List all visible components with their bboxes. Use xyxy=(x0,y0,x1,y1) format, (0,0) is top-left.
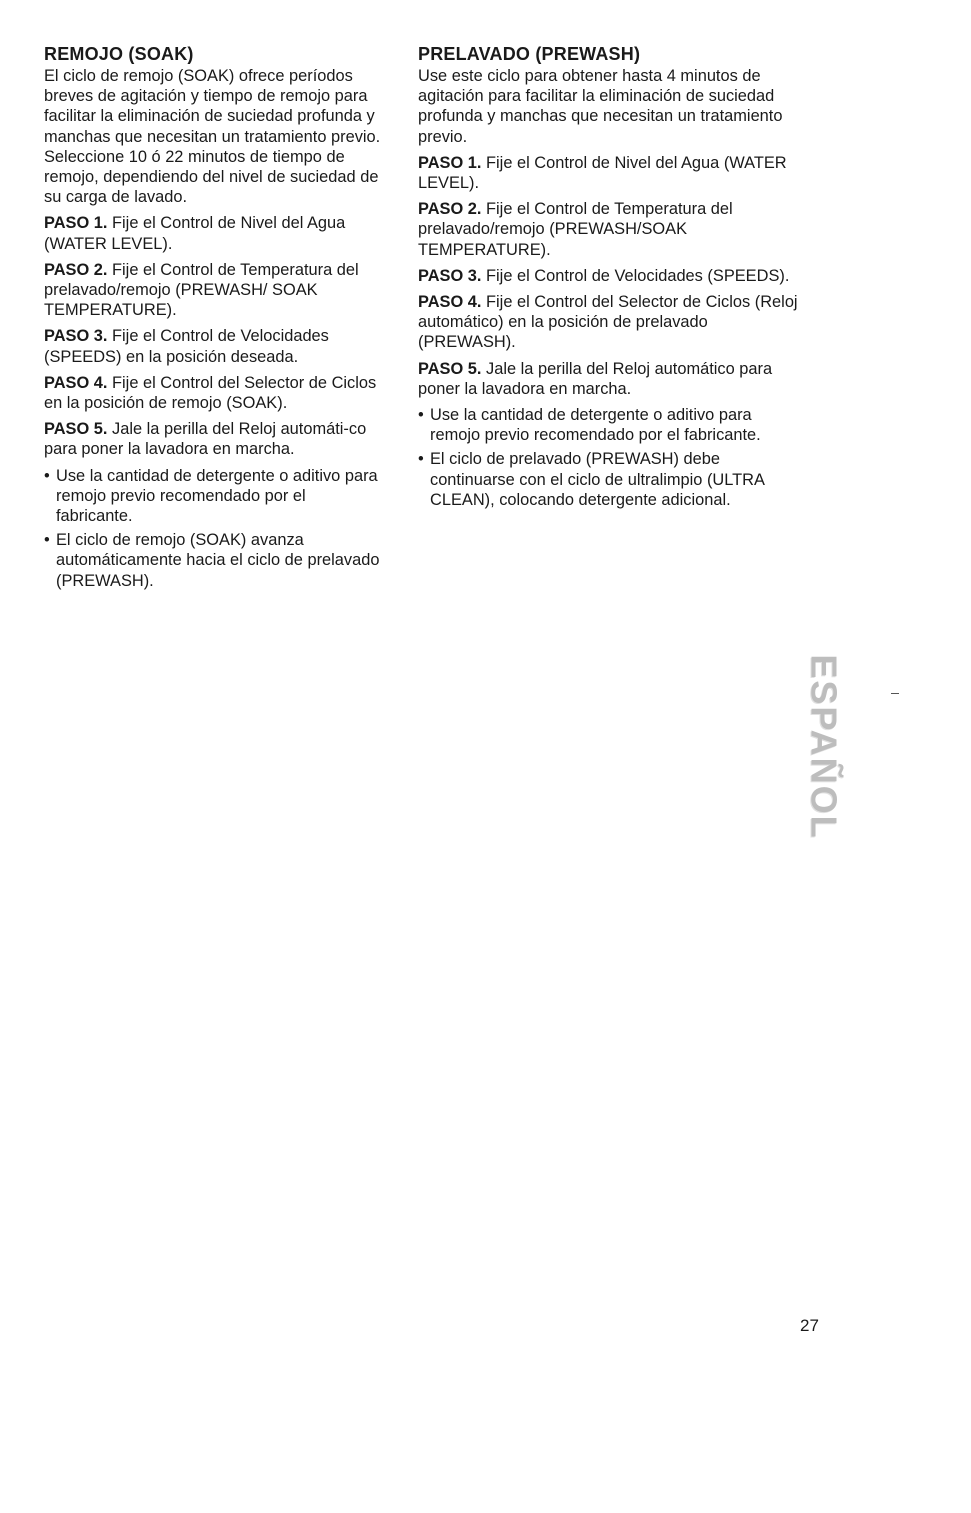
step-text: Jale la perilla del Reloj automático para poner la lavadora en marcha. xyxy=(418,359,773,398)
step-label: PASO 4. xyxy=(418,293,482,312)
bullet-icon: • xyxy=(418,406,424,425)
list-item xyxy=(44,466,384,527)
step-text: Fije el Control de Nivel del Agua (WATER LEVEL). xyxy=(418,153,787,193)
step-text: Fije el Control de Temperatura del prelavado/remojo (PREWASH/SOAK TEMPERATURE). xyxy=(418,200,733,259)
step-text: Fije el Control de Velocidades (SPEEDS). xyxy=(481,266,790,285)
step-text: Fije el Control del Selector de Ciclos (Reloj automático) en la posición de prelavado (PREWASH). xyxy=(418,293,798,352)
language-label: ESPAÑOL xyxy=(804,654,846,840)
soak-notes xyxy=(44,466,384,591)
step-text: Fije el Control del Selector de Ciclos en la posición de remojo (SOAK). xyxy=(44,373,377,413)
list-item xyxy=(418,405,803,445)
soak-title: REMOJO (SOAK) xyxy=(44,44,194,64)
prewash-step-4 xyxy=(418,292,803,353)
note-text: Use la cantidad de detergente o aditivo para remojo previo recomendado por el fabricante. xyxy=(56,466,378,526)
bullet-icon: • xyxy=(44,466,50,485)
note-text: El ciclo de remojo (SOAK) avanza automáticamente hacia el ciclo de prelavado (PREWASH). xyxy=(56,531,380,590)
step-text: Fije el Control de Temperatura del prelavado/remojo (PREWASH/ SOAK TEMPERATURE). xyxy=(44,260,359,320)
language-side-tab xyxy=(804,642,844,852)
margin-mark xyxy=(891,693,899,694)
step-label: PASO 2. xyxy=(418,200,482,219)
soak-step-5 xyxy=(44,419,384,459)
step-label: PASO 3. xyxy=(418,266,482,285)
prewash-step-3 xyxy=(418,266,803,286)
list-item xyxy=(44,530,384,591)
prewash-step-2 xyxy=(418,199,803,260)
step-label: PASO 2. xyxy=(44,260,108,279)
soak-step-2 xyxy=(44,260,384,321)
soak-step-4 xyxy=(44,373,384,413)
list-item xyxy=(418,449,803,510)
step-text: Fije el Control de Nivel del Agua (WATER LEVEL). xyxy=(44,214,346,253)
note-text: El ciclo de prelavado (PREWASH) debe continuarse con el ciclo de ultralimpio (ULTRA CLEAN), colocando detergente adicional. xyxy=(430,450,765,509)
prewash-step-5 xyxy=(418,359,803,399)
step-text: Fije el Control de Velocidades (SPEEDS) en la posición deseada. xyxy=(44,327,329,366)
soak-section xyxy=(44,44,384,595)
step-label: PASO 5. xyxy=(44,420,108,439)
prewash-notes xyxy=(418,405,803,510)
soak-step-3 xyxy=(44,326,384,366)
note-text: Use la cantidad de detergente o aditivo para remojo previo recomendado por el fabricante. xyxy=(430,406,761,445)
bullet-icon: • xyxy=(418,450,424,469)
prewash-step-1 xyxy=(418,153,803,193)
soak-intro: El ciclo de remojo (SOAK) ofrece períodos breves de agitación y tiempo de remojo para facilitar la eliminación de suciedad profunda y manchas que necesitan un tratamiento previo. Seleccione 10 ó 22 minutos de tiempo de remojo, dependiendo del nivel de suciedad de su carga de lavado. xyxy=(44,67,381,207)
step-label: PASO 4. xyxy=(44,373,108,392)
prewash-intro: Use este ciclo para obtener hasta 4 minutos de agitación para facilitar la eliminación de suciedad profunda y manchas que necesitan un tratamiento previo. xyxy=(418,67,783,146)
step-label: PASO 1. xyxy=(418,153,482,172)
page-number: 27 xyxy=(800,1316,819,1335)
prewash-section xyxy=(418,44,803,514)
step-label: PASO 3. xyxy=(44,327,108,346)
step-label: PASO 5. xyxy=(418,359,482,378)
soak-step-1 xyxy=(44,213,384,253)
bullet-icon: • xyxy=(44,531,50,550)
step-label: PASO 1. xyxy=(44,214,108,233)
step-text: Jale la perilla del Reloj automáti-co para poner la lavadora en marcha. xyxy=(44,420,367,459)
prewash-title: PRELAVADO (PREWASH) xyxy=(418,44,641,64)
